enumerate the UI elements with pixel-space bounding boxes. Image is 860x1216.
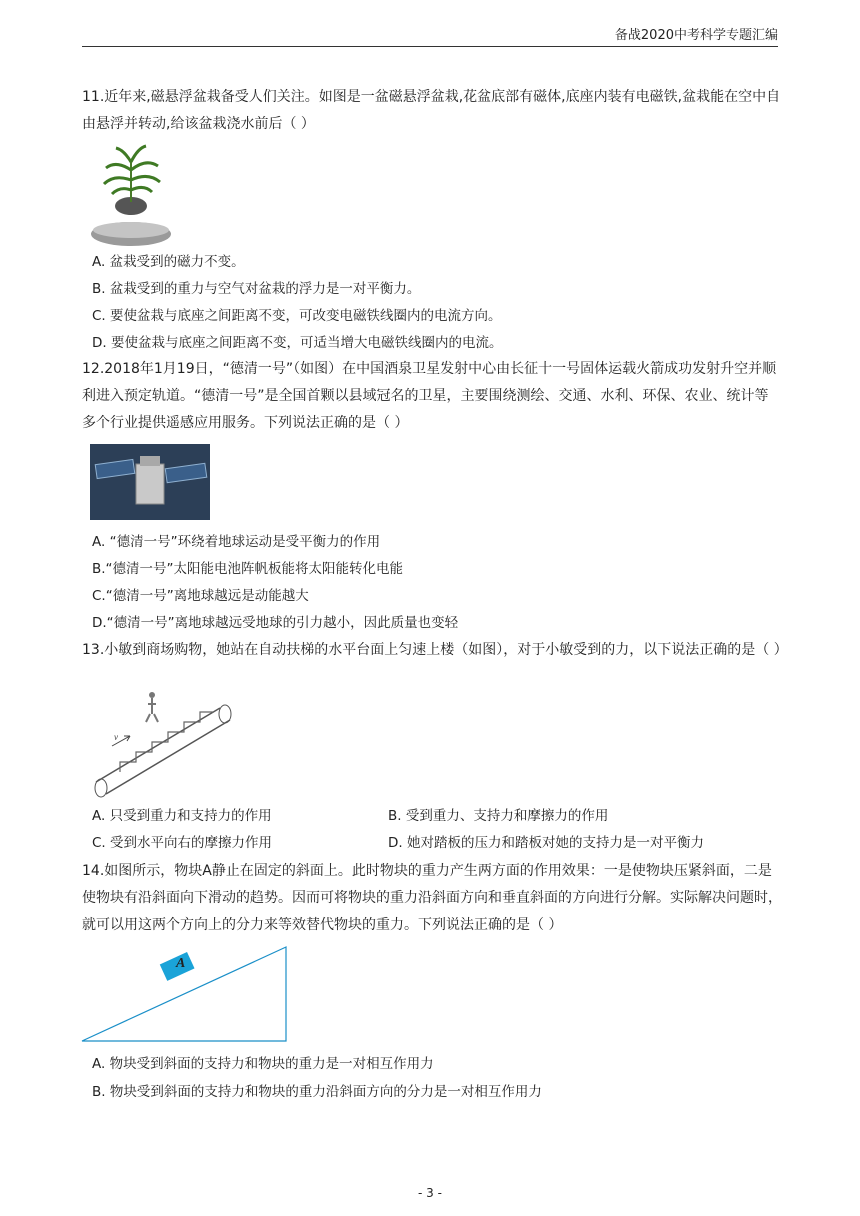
- header-title: 备战2020中考科学专题汇编: [614, 28, 778, 43]
- question-13-stem: 13.小敏到商场购物，她站在自动扶梯的水平台面上匀速上楼（如图），对于小敏受到的力，以下说法正确的是（ ）: [82, 642, 788, 658]
- velocity-label: v: [114, 732, 118, 742]
- maglev-plant-figure: [86, 140, 176, 246]
- option-14-b: B. 物块受到斜面的支持力和物块的重力沿斜面方向的分力是一对相互作用力: [92, 1084, 542, 1100]
- satellite-figure: [90, 444, 210, 520]
- question-11-stem: 11.近年来,磁悬浮盆栽备受人们关注。如图是一盆磁悬浮盆栽,花盆底部有磁体,底座内装有电磁铁,盆栽能在空中自由悬浮并转动,给该盆栽浇水前后（ ）: [82, 89, 781, 132]
- option-11-d: D. 要使盆栽与底座之间距离不变，可适当增大电磁铁线圈内的电流。: [92, 335, 503, 351]
- question-12-stem: 12.2018年1月19日，“德清一号”（如图）在中国酒泉卫星发射中心由长征十一号固体运载火箭成功发射升空并顺利进入预定轨道。“德清一号”是全国首颗以县域冠名的卫星，主要围绕测绘、交通、水利、环保、农业、统计等多个行业提供遥感应用服务。下列说法正确的是（ ）: [82, 361, 777, 431]
- option-13-c: C. 受到水平向右的摩擦力作用: [92, 835, 273, 851]
- satellite-illustration: [90, 444, 210, 520]
- option-12-b: B.“德清一号”太阳能电池阵帆板能将太阳能转化电能: [92, 561, 404, 577]
- maglev-plant-illustration: [86, 140, 176, 246]
- option-13-b: B. 受到重力、支持力和摩擦力的作用: [388, 808, 609, 824]
- option-11-b: B. 盆栽受到的重力与空气对盆栽的浮力是一对平衡力。: [92, 281, 421, 297]
- incline-figure: [80, 945, 290, 1045]
- escalator-figure: [90, 690, 240, 800]
- option-12-c: C.“德清一号”离地球越远是动能越大: [92, 588, 309, 604]
- block-a-label: A: [176, 956, 186, 971]
- page-number: - 3 -: [418, 1186, 442, 1200]
- option-11-a: A. 盆栽受到的磁力不变。: [92, 254, 245, 270]
- option-12-d: D.“德清一号”离地球越远受地球的引力越小，因此质量也变轻: [92, 615, 459, 631]
- option-11-c: C. 要使盆栽与底座之间距离不变，可改变电磁铁线圈内的电流方向。: [92, 308, 502, 324]
- option-13-a: A. 只受到重力和支持力的作用: [92, 808, 272, 824]
- option-13-d: D. 她对踏板的压力和踏板对她的支持力是一对平衡力: [388, 835, 704, 851]
- option-12-a: A. “德清一号”环绕着地球运动是受平衡力的作用: [92, 534, 381, 550]
- page-header: [82, 26, 778, 47]
- incline-illustration: [80, 945, 290, 1045]
- option-14-a: A. 物块受到斜面的支持力和物块的重力是一对相互作用力: [92, 1056, 434, 1072]
- question-14-stem: 14.如图所示，物块A静止在固定的斜面上。此时物块的重力产生两方面的作用效果：一是使物块压紧斜面，二是使物块有沿斜面向下滑动的趋势。因而可将物块的重力沿斜面方向和垂直斜面的方向进行分解。实际解决问题时，就可以用这两个方向上的分力来等效替代物块的重力。下列说法正确的是（ ）: [82, 863, 782, 933]
- escalator-illustration: [90, 690, 240, 800]
